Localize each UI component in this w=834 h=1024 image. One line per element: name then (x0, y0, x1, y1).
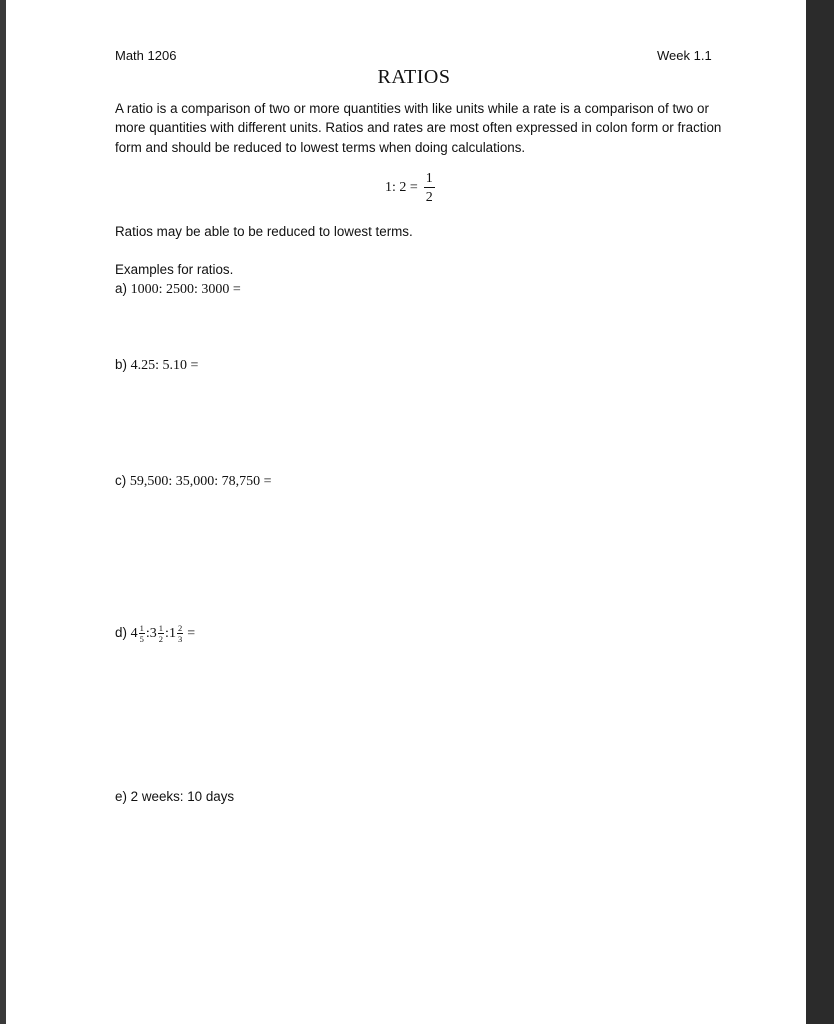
example-c-expression: 59,500: 35,000: 78,750 = (129, 474, 272, 489)
formula-colon-form: 1: 2 = (385, 180, 418, 195)
example-b-label: b) (115, 357, 127, 372)
intro-paragraph: A ratio is a comparison of two or more quantities with like units while a rate is a comparison of two or more quantities with different units. Ratios and rates are most often expressed in colon form or fraction form and should be reduced to lowest terms when doing calculations. (115, 101, 722, 155)
week-label: Week 1.1 (657, 48, 712, 63)
mixed-2-fraction (158, 624, 164, 644)
example-e-label: e) (115, 789, 127, 804)
separator-1: : (145, 626, 150, 641)
example-d-label: d) (115, 625, 127, 640)
example-d-expression (131, 624, 195, 644)
example-e (115, 789, 234, 804)
example-c-label: c) (115, 473, 127, 488)
reduce-note: Ratios may be able to be reduced to lowest terms. (115, 224, 413, 239)
example-b (115, 357, 198, 374)
page-title: RATIOS (377, 66, 451, 88)
mixed-1-whole: 4 (130, 626, 138, 641)
mixed-1-numerator: 1 (139, 623, 144, 633)
ratio-formula (385, 168, 435, 208)
equals-sign: = (187, 626, 196, 641)
mixed-1-denominator: 5 (139, 634, 144, 644)
examples-heading: Examples for ratios. (115, 262, 234, 277)
example-b-expression: 4.25: 5.10 = (130, 358, 199, 373)
example-e-expression: 2 weeks: 10 days (130, 789, 235, 804)
document-page[interactable] (6, 0, 806, 1024)
formula-denominator: 2 (425, 190, 433, 205)
mixed-2-denominator: 2 (158, 634, 164, 644)
formula-fraction (424, 171, 435, 205)
example-a-label: a) (115, 281, 127, 296)
formula-numerator: 1 (425, 171, 433, 186)
example-c (115, 473, 272, 490)
mixed-1-fraction (139, 624, 145, 644)
course-label: Math 1206 (115, 48, 177, 63)
example-a-expression: 1000: 2500: 3000 = (130, 282, 241, 297)
example-a (115, 281, 241, 298)
example-d (115, 624, 195, 644)
mixed-2-numerator: 1 (158, 623, 164, 633)
mixed-3-numerator: 2 (177, 623, 183, 633)
viewer-right-edge (806, 0, 834, 1024)
mixed-2-whole: 3 (149, 626, 157, 641)
mixed-3-denominator: 3 (177, 634, 183, 644)
separator-2: : (165, 626, 169, 641)
mixed-3-fraction (177, 624, 183, 644)
mixed-3-whole: 1 (168, 626, 176, 641)
